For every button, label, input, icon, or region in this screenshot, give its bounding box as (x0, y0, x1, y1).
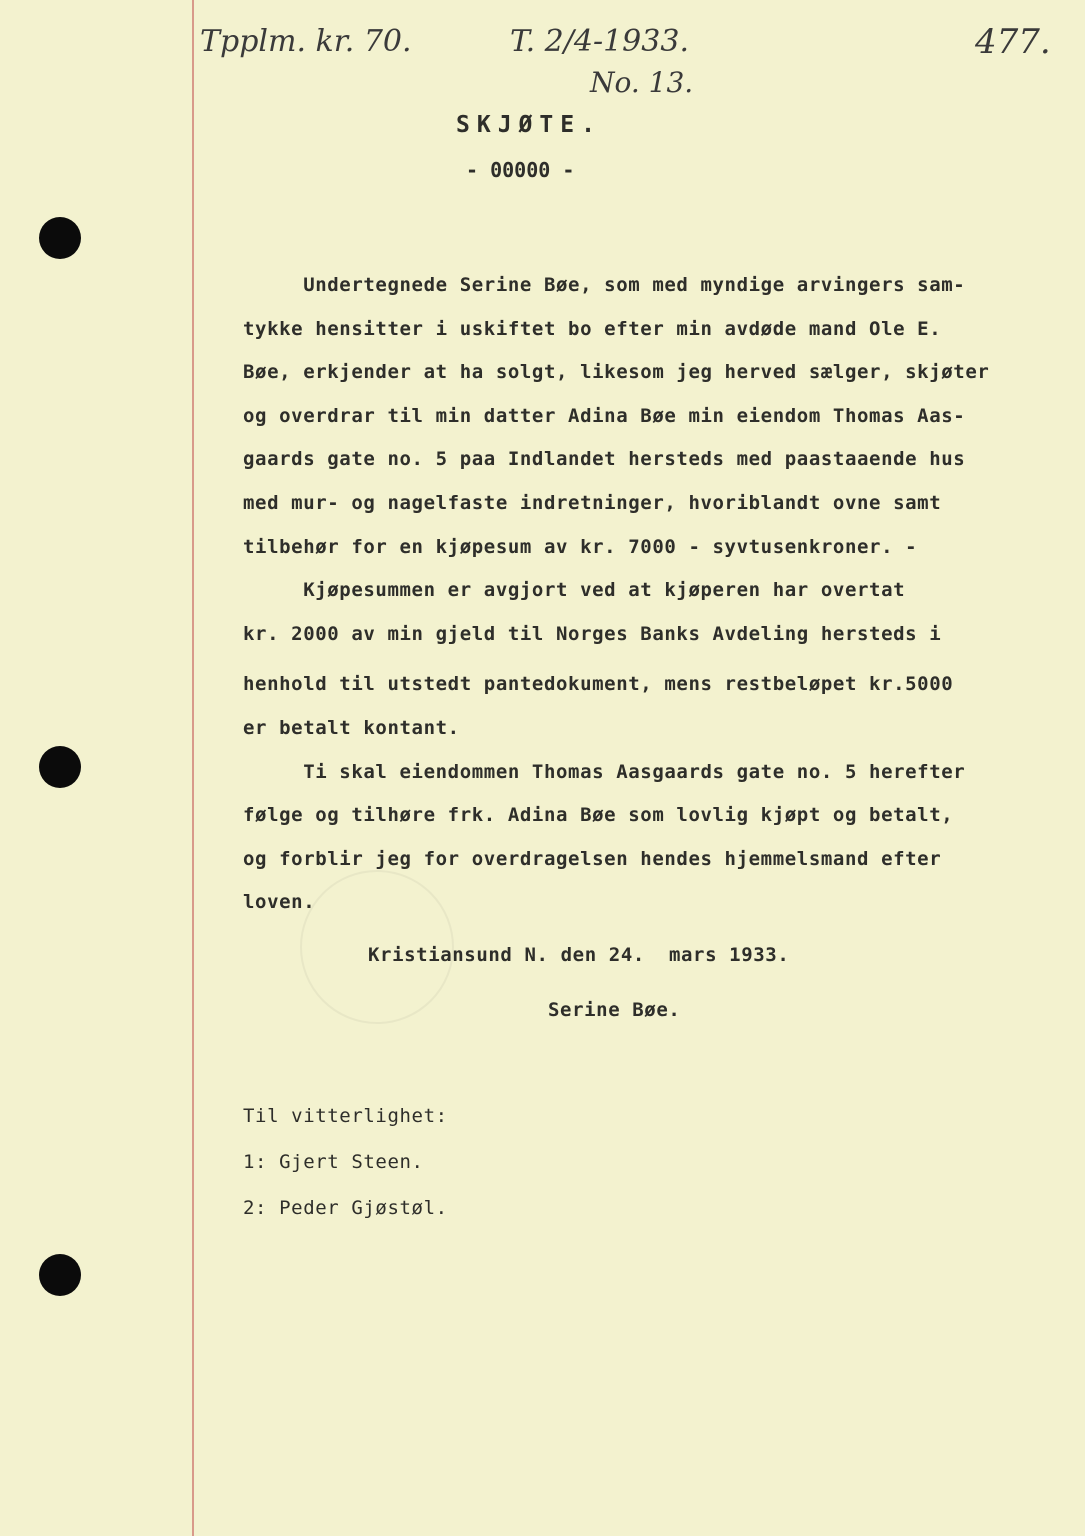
margin-line (192, 0, 194, 1536)
body-line: Bøe, erkjender at ha solgt, likesom jeg herved sælger, skjøter (243, 361, 990, 384)
handwritten-page-number: 477. (975, 22, 1051, 62)
body-line: og forblir jeg for overdragelsen hendes hjemmelsmand efter (243, 847, 942, 870)
handwritten-reference: Tpplm. kr. 70. (200, 24, 412, 59)
document-title: SKJØTE. (456, 112, 602, 138)
handwritten-date: T. 2/4-1933. (510, 24, 689, 59)
deed-body (243, 264, 1043, 925)
body-line: gaards gate no. 5 paa Indlandet hersteds med paastaaende hus (243, 448, 966, 471)
body-line: Kjøpesummen er avgjort ved at kjøperen har overtat (243, 579, 906, 602)
handwritten-number: No. 13. (590, 66, 694, 99)
title-separator: - 00000 - (466, 158, 575, 182)
body-line: er betalt kontant. (243, 716, 460, 739)
body-line: med mur- og nagelfaste indretninger, hvoriblandt ovne samt (243, 491, 942, 514)
body-line: tilbehør for en kjøpesum av kr. 7000 - syvtusenkroner. - (243, 535, 918, 558)
body-line: loven. (243, 891, 316, 914)
body-line: og overdrar til min datter Adina Bøe min eiendom Thomas Aas- (243, 404, 966, 427)
witness-name: 1: Gjert Steen. (243, 1151, 424, 1173)
place-and-date: Kristiansund N. den 24. mars 1933. (368, 944, 790, 966)
body-line: kr. 2000 av min gjeld til Norges Banks Avdeling hersteds i (243, 622, 942, 645)
signature: Serine Bøe. (548, 999, 681, 1021)
witness-heading: Til vitterlighet: (243, 1105, 448, 1127)
witness-block (243, 1093, 448, 1231)
punch-hole (39, 1254, 81, 1296)
body-line: Undertegnede Serine Bøe, som med myndige arvingers sam- (243, 274, 966, 296)
body-line: henhold til utstedt pantedokument, mens restbeløpet kr.5000 (243, 673, 954, 696)
body-line: tykke hensitter i uskiftet bo efter min avdøde mand Ole E. (243, 317, 942, 340)
body-line: Ti skal eiendommen Thomas Aasgaards gate no. 5 herefter (243, 760, 966, 783)
witness-name: 2: Peder Gjøstøl. (243, 1197, 448, 1219)
punch-hole (39, 746, 81, 788)
body-line: følge og tilhøre frk. Adina Bøe som lovlig kjøpt og betalt, (243, 804, 954, 827)
punch-hole (39, 217, 81, 259)
